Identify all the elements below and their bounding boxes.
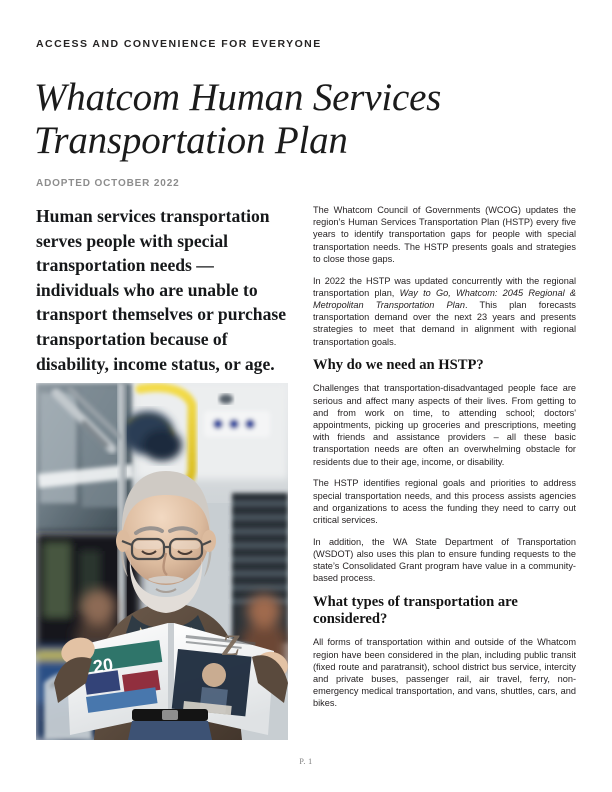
page-title bbox=[34, 76, 504, 162]
svg-text:20: 20 bbox=[91, 654, 115, 677]
page-title-line-1: Whatcom Human Services bbox=[34, 76, 442, 119]
lede-pullquote: Human services transportation serves people with special transportation needs — individuals who are unable to transport themselves or purchase transportation because of disability, income status, or age. bbox=[36, 206, 287, 374]
page-title-line-2: Transportation Plan bbox=[34, 119, 348, 162]
document-eyebrow: ACCESS AND CONVENIENCE FOR EVERYONE bbox=[36, 38, 322, 50]
bus-rider-photo bbox=[36, 383, 288, 740]
adopted-date: ADOPTED OCTOBER 2022 bbox=[36, 178, 180, 189]
paragraph-challenges: Challenges that transportation-disadvantaged people face are serious and affect many aspects of their lives. From getting to and from work on time, to attending school; doctors' appointments, picking up groceries and prescriptions, meeting with friends and assistance providers – all these basic transportation needs are often an overwhelming obstacle for residents due to their age, income, or disability. bbox=[313, 383, 576, 467]
svg-text:Z: Z bbox=[222, 629, 241, 662]
section-heading-types-considered: What types of transportation are considered? bbox=[313, 593, 518, 628]
page-number: P. 1 bbox=[299, 757, 313, 766]
bus-rider-photo-image bbox=[36, 383, 288, 740]
paragraph-identifies-goals: The HSTP identifies regional goals and priorities to address special transportation needs, and this process assists agencies and organizations to acess the funding they need to carry out critical services. bbox=[313, 478, 576, 525]
paragraph-all-forms: All forms of transportation within and outside of the Whatcom region have been considered in the plan, including public transit (fixed route and paratransit), school district bus service, intercity and private buses, passenger rail, air travel, ferry, non-emergency medical transportation, and vans, shuttles, cars, and bikes. bbox=[313, 637, 576, 709]
paragraph-2022-text-b: . This plan forecasts transportation demand over the next 23 years and presents strategies to meet that demand in alignment with regional transportation goals. bbox=[313, 299, 577, 347]
paragraph-2022-update bbox=[313, 275, 576, 348]
paragraph-intro-wcog: The Whatcom Council of Governments (WCOG) updates the region’s Human Services Transportation Plan (HSTP) every five years to identify transportation gaps for people with special transportation needs. The HSTP presents goals and strategies to close those gaps. bbox=[313, 205, 576, 264]
section-heading-why-hstp: Why do we need an HSTP? bbox=[313, 357, 484, 374]
article-body bbox=[313, 204, 576, 719]
paragraph-2022-text-a: In 2022 the HSTP was updated concurrently with the regional transportation plan, bbox=[313, 275, 576, 298]
plan-title-italic: Way to Go, Whatcom: 2045 Regional & Metropolitan Transportation Plan bbox=[313, 287, 576, 310]
paragraph-wsdot: In addition, the WA State Department of Transportation (WSDOT) also uses this plan to ensure funding requests to the state’s Consolidated Grant program have value in a community-based process. bbox=[313, 536, 576, 584]
